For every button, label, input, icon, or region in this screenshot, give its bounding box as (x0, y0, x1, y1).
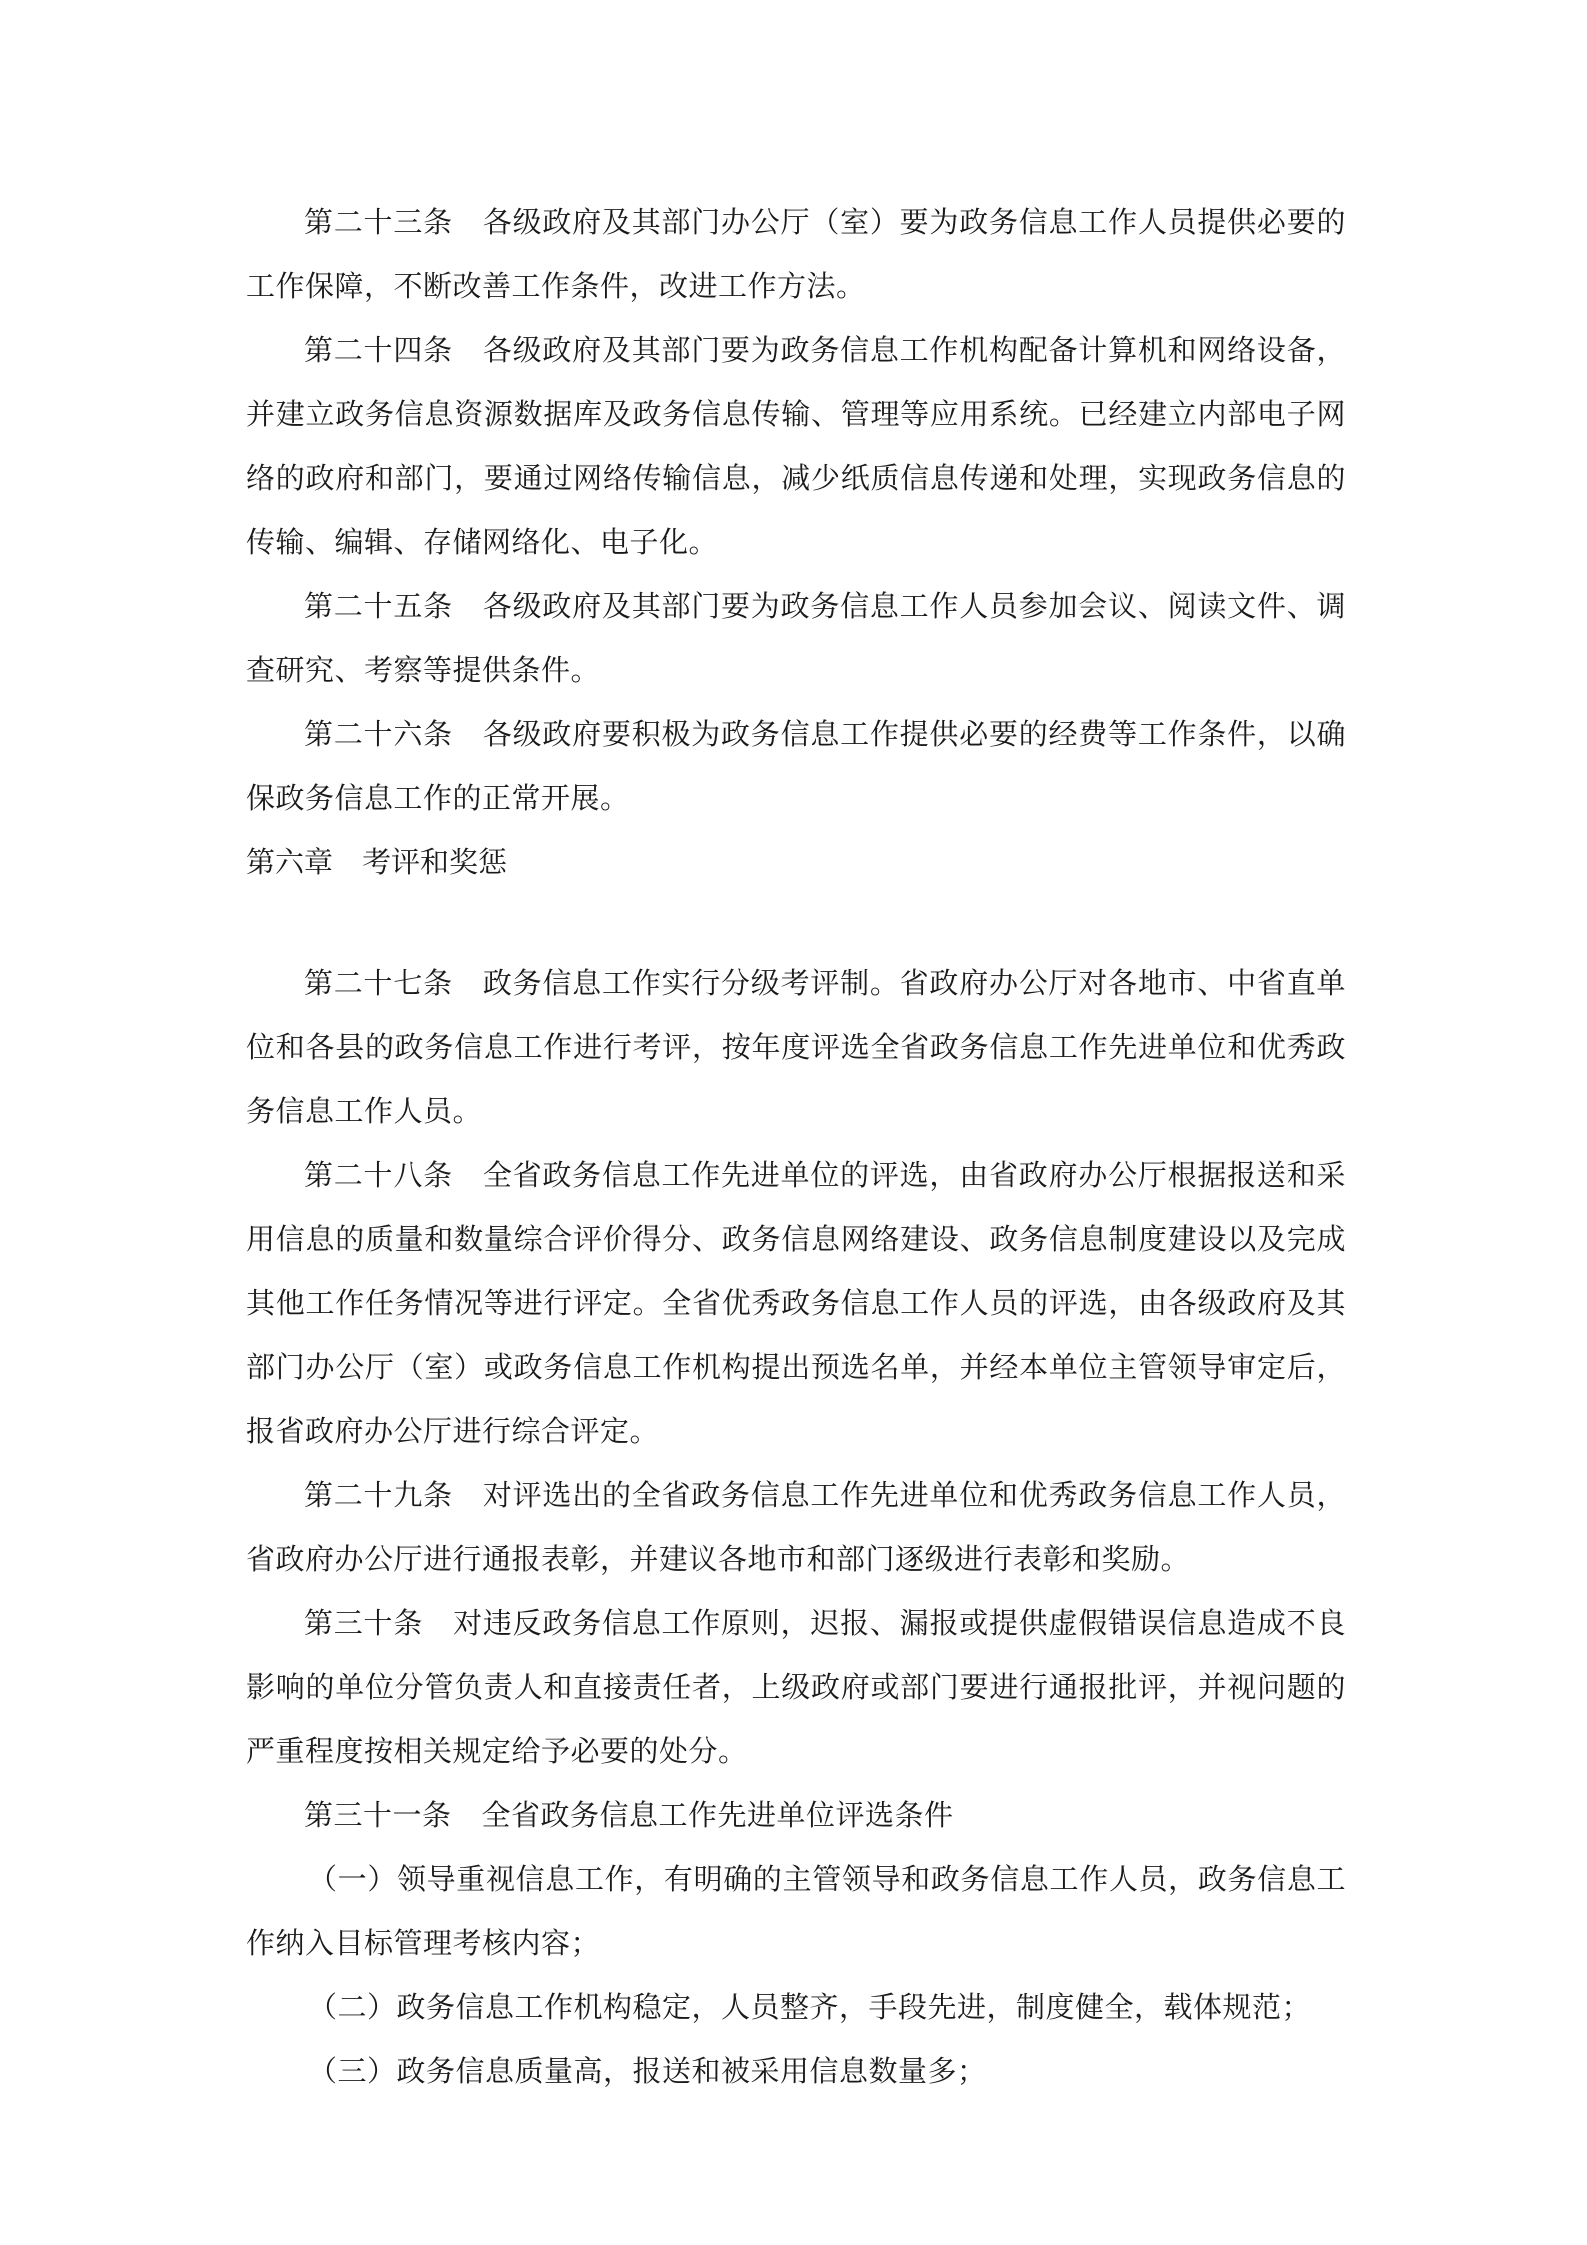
article-number: 第三十一条 (304, 1798, 452, 1832)
article-text: 各级政府及其部门要为政务信息工作机构配备计算机和网络设备，并建立政务信息资源数据库及政务信息传输、管理等应用系统。已经建立内部电子网络的政府和部门，要通过网络传输信息，减少纸质信息传递和处理，实现政务信息的传输、编辑、存储网络化、电子化。 (246, 333, 1346, 559)
article-text: 对违反政务信息工作原则，迟报、漏报或提供虚假错误信息造成不良影响的单位分管负责人和直接责任者，上级政府或部门要进行通报批评，并视问题的严重程度按相关规定给予必要的处分。 (246, 1606, 1346, 1768)
article-text: 各级政府要积极为政务信息工作提供必要的经费等工作条件，以确保政务信息工作的正常开展。 (246, 717, 1346, 815)
chapter-heading: 第六章 考评和奖惩 (246, 845, 508, 879)
article-31 (246, 1783, 1346, 1847)
article-number: 第三十条 (304, 1606, 424, 1640)
article-23 (246, 190, 1346, 318)
article-number: 第二十四条 (304, 333, 453, 367)
article-text: 对评选出的全省政务信息工作先进单位和优秀政务信息工作人员，省政府办公厅进行通报表彰，并建议各地市和部门逐级进行表彰和奖励。 (246, 1478, 1346, 1576)
article-number: 第二十八条 (304, 1158, 453, 1192)
article-text: 政务信息工作实行分级考评制。省政府办公厅对各地市、中省直单位和各县的政务信息工作进行考评，按年度评选全省政务信息工作先进单位和优秀政务信息工作人员。 (246, 966, 1346, 1128)
article-number: 第二十六条 (304, 717, 453, 751)
criteria-item-1: （一）领导重视信息工作，有明确的主管领导和政务信息工作人员，政务信息工作纳入目标管理考核内容； (246, 1862, 1346, 1960)
article-25 (246, 574, 1346, 702)
article-number: 第二十九条 (304, 1478, 453, 1512)
article-text: 各级政府及其部门办公厅（室）要为政务信息工作人员提供必要的工作保障，不断改善工作条件，改进工作方法。 (246, 205, 1346, 303)
article-30 (246, 1591, 1346, 1783)
article-24 (246, 318, 1346, 574)
article-27 (246, 951, 1346, 1143)
article-29 (246, 1463, 1346, 1591)
article-text: 各级政府及其部门要为政务信息工作人员参加会议、阅读文件、调查研究、考察等提供条件。 (246, 589, 1346, 687)
article-number: 第二十三条 (304, 205, 453, 239)
article-text: 全省政务信息工作先进单位的评选，由省政府办公厅根据报送和采用信息的质量和数量综合评价得分、政务信息网络建设、政务信息制度建设以及完成其他工作任务情况等进行评定。全省优秀政务信息工作人员的评选，由各级政府及其部门办公厅（室）或政务信息工作机构提出预选名单，并经本单位主管领导审定后，报省政府办公厅进行综合评定。 (246, 1158, 1346, 1448)
article-number: 第二十五条 (304, 589, 453, 623)
criteria-item-3: （三）政务信息质量高，报送和被采用信息数量多； (308, 2054, 987, 2088)
criteria-item-2: （二）政务信息工作机构稳定，人员整齐，手段先进，制度健全，载体规范； (308, 1990, 1312, 2024)
article-28 (246, 1143, 1346, 1463)
document-page (246, 190, 1346, 2103)
article-text: 全省政务信息工作先进单位评选条件 (481, 1798, 954, 1832)
article-26 (246, 702, 1346, 830)
article-number: 第二十七条 (304, 966, 453, 1000)
